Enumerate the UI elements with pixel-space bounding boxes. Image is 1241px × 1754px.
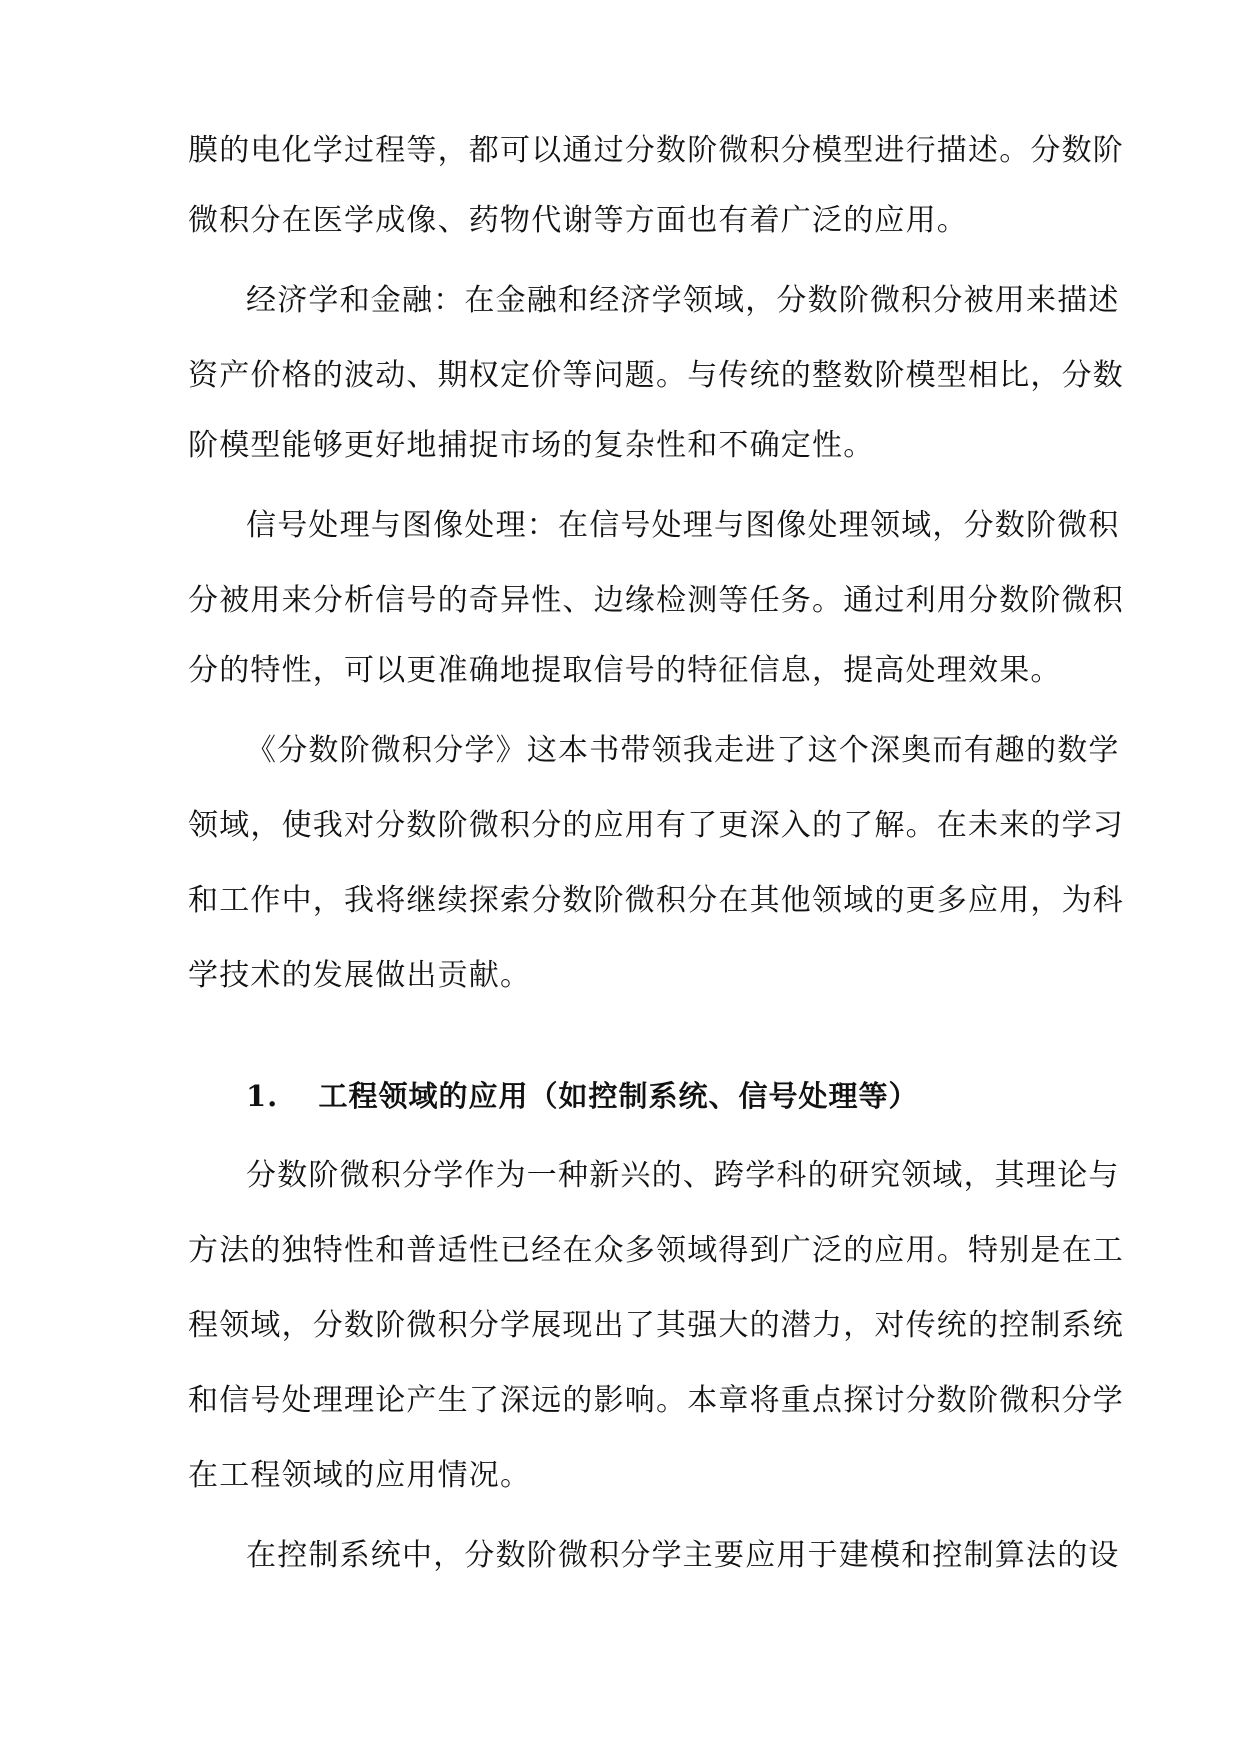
- body-line: 和信号处理理论产生了深远的影响。本章将重点探讨分数阶微积分学: [188, 1383, 1124, 1418]
- body-line: 和工作中，我将继续探索分数阶微积分在其他领域的更多应用，为科: [188, 883, 1124, 918]
- body-line: 方法的独特性和普适性已经在众多领域得到广泛的应用。特别是在工: [188, 1233, 1124, 1268]
- body-line: 资产价格的波动、期权定价等问题。与传统的整数阶模型相比，分数: [188, 358, 1124, 393]
- body-line: 分数阶微积分学作为一种新兴的、跨学科的研究领域，其理论与: [246, 1158, 1120, 1193]
- section-heading-number: 1.: [246, 1079, 279, 1113]
- body-line: 经济学和金融：在金融和经济学领域，分数阶微积分被用来描述: [246, 283, 1120, 318]
- section-heading-text: 工程领域的应用（如控制系统、信号处理等）: [318, 1079, 919, 1113]
- body-line: 学技术的发展做出贡献。: [188, 958, 532, 993]
- body-line: 程领域，分数阶微积分学展现出了其强大的潜力，对传统的控制系统: [188, 1308, 1124, 1343]
- body-line: 在控制系统中，分数阶微积分学主要应用于建模和控制算法的设: [246, 1538, 1120, 1573]
- body-line: 领域，使我对分数阶微积分的应用有了更深入的了解。在未来的学习: [188, 808, 1124, 843]
- body-line: 分被用来分析信号的奇异性、边缘检测等任务。通过利用分数阶微积: [188, 583, 1124, 618]
- body-line: 信号处理与图像处理：在信号处理与图像处理领域，分数阶微积: [246, 508, 1120, 543]
- body-line: 分的特性，可以更准确地提取信号的特征信息，提高处理效果。: [188, 653, 1062, 688]
- body-line: 《分数阶微积分学》这本书带领我走进了这个深奥而有趣的数学: [246, 733, 1120, 768]
- body-line: 在工程领域的应用情况。: [188, 1458, 532, 1493]
- body-line: 微积分在医学成像、药物代谢等方面也有着广泛的应用。: [188, 203, 968, 238]
- body-line: 阶模型能够更好地捕捉市场的复杂性和不确定性。: [188, 428, 875, 463]
- body-line: 膜的电化学过程等，都可以通过分数阶微积分模型进行描述。分数阶: [188, 133, 1124, 168]
- section-heading: [246, 1076, 919, 1116]
